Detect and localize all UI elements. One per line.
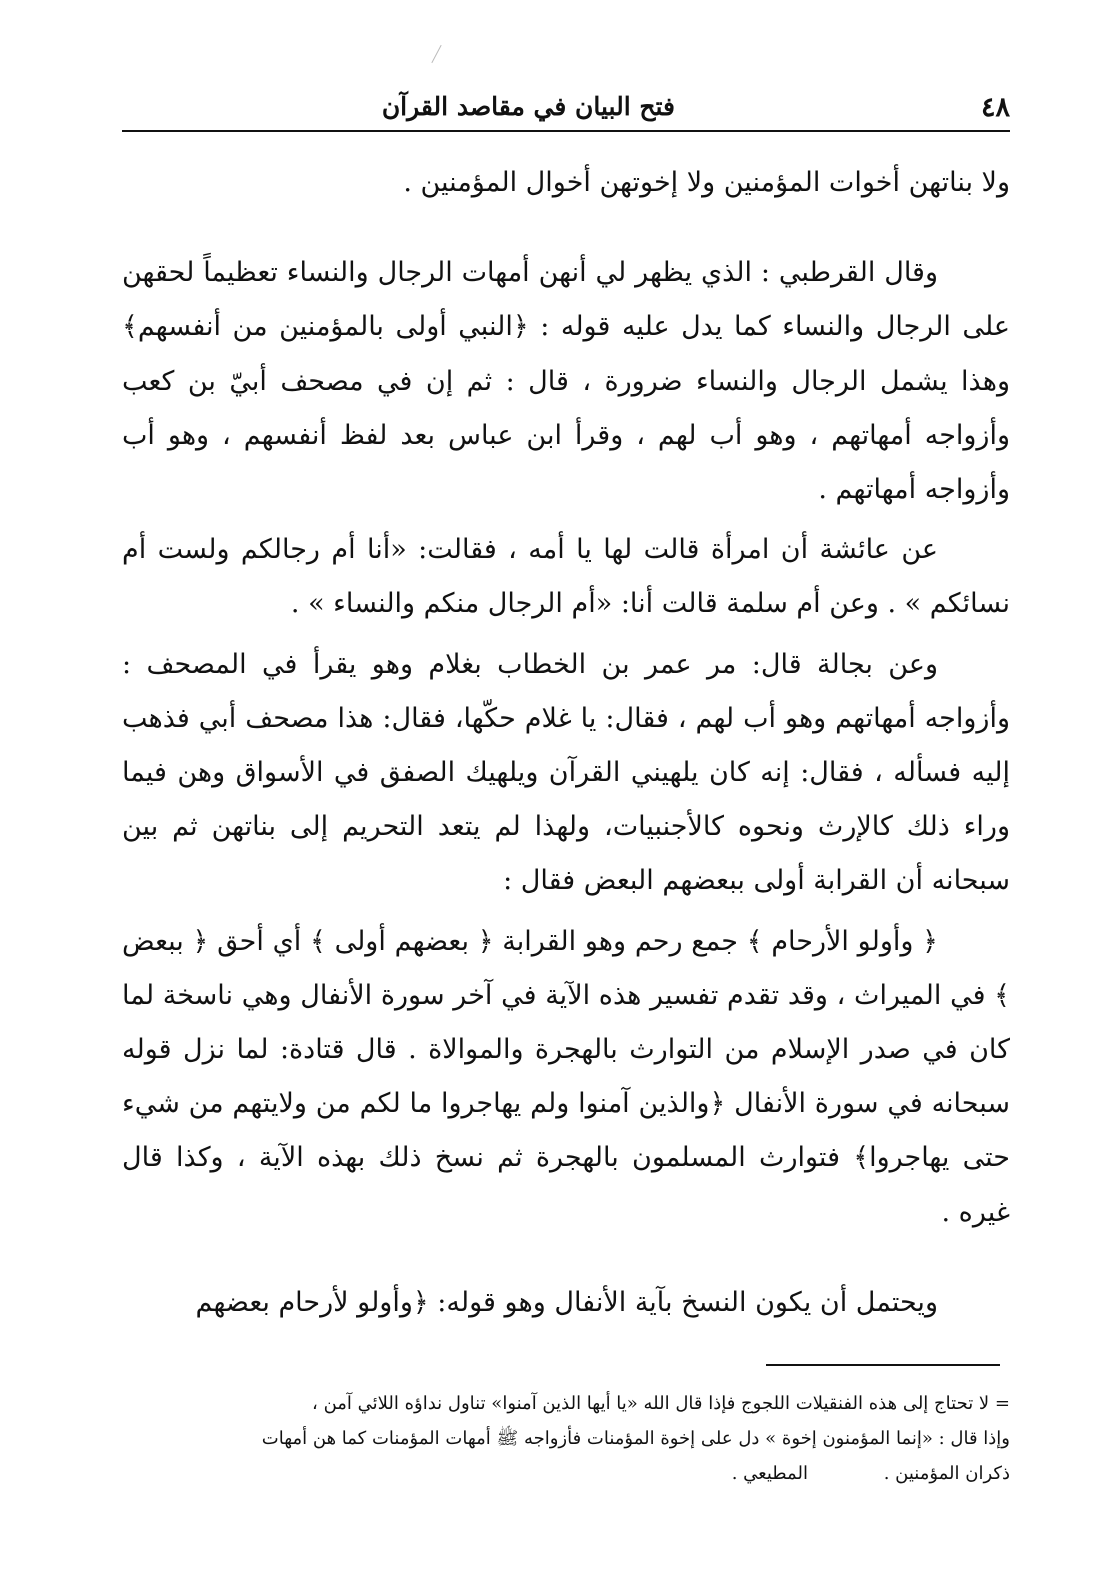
footnote-line-1: = لا تحتاج إلى هذه الفنقيلات اللجوج فإذا قال الله «يا أيها الذين آمنوا» تناول نداؤه اللائي آمن ،: [312, 1393, 1010, 1414]
page-header: [122, 88, 1010, 130]
footnote-signature: المطيعي .: [731, 1463, 808, 1484]
paragraph-2: وقال القرطبي : الذي يظهر لي أنهن أمهات الرجال والنساء تعظيماً لحقهن على الرجال والنساء كما يدل عليه قوله : ﴿النبي أولى بالمؤمنين من أنفسهم﴾ وهذا يشمل الرجال والنساء ضرورة ، قال : ثم إن في مصحف أبيّ بن كعب وأزواجه أمهاتهم ، وهو أب لهم ، وقرأ ابن عباس بعد لفظ أنفسهم ، وهو أب وأزواجه أمهاتهم .: [122, 257, 1010, 506]
paragraph-spacer: [122, 210, 1010, 246]
footnote-line-2: وإذا قال : «إنما المؤمنون إخوة » دل على إخوة المؤمنات فأزواجه ﷺ أمهات المؤمنات كما هن أمهات: [261, 1428, 1010, 1449]
paragraph-6: ويحتمل أن يكون النسخ بآية الأنفال وهو قوله: ﴿وأولو لأرحام بعضهم: [195, 1286, 938, 1318]
page-number: ٤٨: [980, 92, 1010, 123]
footnote-separator: [766, 1364, 1000, 1366]
paragraph-1: ولا بناتهن أخوات المؤمنين ولا إخوتهن أخوال المؤمنين .: [403, 167, 1010, 198]
body-text: [122, 156, 1010, 1330]
footnote-line-3: [122, 1456, 1010, 1491]
paragraph-5: ﴿ وأولو الأرحام ﴾ جمع رحم وهو القرابة ﴿ بعضهم أولى ﴾ أي أحق ﴿ ببعض ﴾ في الميراث ، وقد تقدم تفسير هذه الآية في آخر سورة الأنفال وهي ناسخة لما كان في صدر الإسلام من التوارث بالهجرة والموالاة . قال قتادة: لما نزل قوله سبحانه في سورة الأنفال ﴿والذين آمنوا ولم يهاجروا ما لكم من ولايتهم من شيء حتى يهاجروا﴾ فتوارث المسلمون بالهجرة ثم نسخ ذلك بهذه الآية ، وكذا قال غيره .: [122, 925, 1010, 1228]
header-rule: [122, 130, 1010, 132]
paragraph-3: عن عائشة أن امرأة قالت لها يا أمه ، فقالت: «أنا أم رجالكم ولست أم نسائكم » . وعن أم سلمة قالت أنا: «أم الرجال منكم والنساء » .: [122, 534, 1010, 620]
running-title: فتح البيان في مقاصد القرآن: [381, 92, 675, 121]
footnotes: [122, 1386, 1010, 1491]
stray-pen-mark: [431, 45, 441, 63]
paragraph-4: وعن بجالة قال: مر عمر بن الخطاب بغلام وهو يقرأ في المصحف : وأزواجه أمهاتهم وهو أب لهم ، فقال: يا غلام حكّها، فقال: هذا مصحف أبي فذهب إليه فسأله ، فقال: إنه كان يلهيني القرآن ويلهيك الصفق في الأسواق وهن فيما وراء ذلك كالإرث ونحوه كالأجنبيات، ولهذا لم يتعد التحريم إلى بناتهن ثم بين سبحانه أن القرابة أولى ببعضهم البعض فقال :: [122, 648, 1010, 897]
paragraph-spacer: [122, 1240, 1010, 1276]
footnote-line-3-text: ذكران المؤمنين .: [883, 1463, 1010, 1484]
